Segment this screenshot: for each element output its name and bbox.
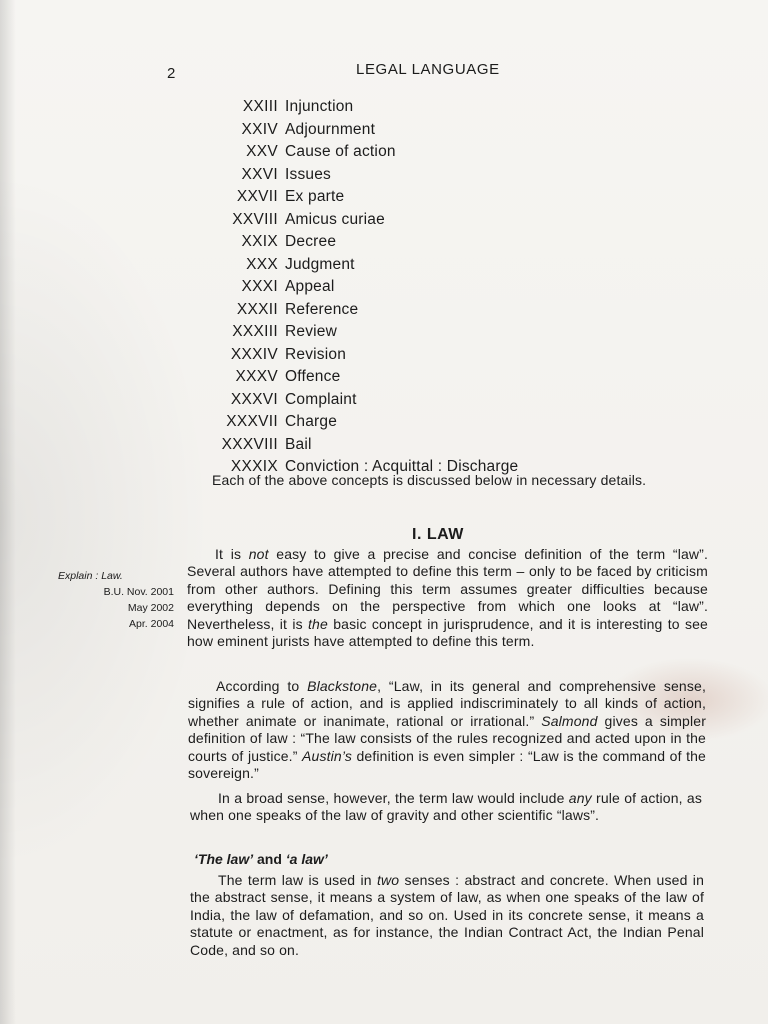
contents-number: XXXIX <box>230 458 278 475</box>
contents-number: XXX <box>246 255 278 273</box>
contents-number: XXVIII <box>232 210 278 228</box>
contents-row <box>220 346 620 369</box>
contents-row <box>220 436 620 459</box>
contents-term: Issues <box>285 165 331 183</box>
paragraph-definition <box>187 546 708 650</box>
paragraph-two-senses <box>190 872 704 959</box>
contents-row <box>220 188 620 211</box>
subheading-part: ‘a law’ <box>285 851 328 867</box>
contents-term: Cause of action <box>285 143 396 160</box>
text-run: Blackstone <box>307 678 378 694</box>
subheading-the-law-a-law <box>194 851 328 867</box>
contents-row <box>220 301 620 324</box>
text-run: two <box>377 872 400 888</box>
contents-number: XXXVII <box>226 413 278 430</box>
contents-row <box>220 211 620 234</box>
text-run: According to <box>216 678 308 694</box>
contents-term: Injunction <box>285 98 354 115</box>
text-run: rule of action, as when one speaks of the law of gravity and other scientific “laws”. <box>190 790 702 824</box>
contents-number: XXXII <box>236 300 278 318</box>
margin-note: B.U. Nov. 2001 <box>103 586 174 598</box>
contents-term: Review <box>285 323 338 340</box>
text-run: Austin’s <box>302 747 352 764</box>
margin-note: May 2002 <box>127 602 174 614</box>
page-shadow <box>0 0 16 1024</box>
subheading-part: ‘The law’ <box>194 851 254 867</box>
contents-term: Complaint <box>285 390 357 408</box>
text-run: definition is even simpler : “Law is the command of the sovereign.” <box>188 747 706 782</box>
contents-term: Amicus curiae <box>285 210 385 228</box>
contents-row <box>220 98 620 121</box>
margin-notes <box>56 568 174 632</box>
contents-number: XXXVI <box>230 390 278 408</box>
contents-row <box>220 278 620 301</box>
contents-term: Ex parte <box>285 188 345 205</box>
text-run: not <box>248 546 269 562</box>
text-run: senses : abstract and concrete. When used in the abstract sense, it means a system of law, as when one speaks of the law of India, the law of defamation, and so on. Used in its concrete sense, it means a statute or enactment, as for instance, the Indian Contract Act, the Indian Penal Code, and so on. <box>190 872 705 958</box>
text-run: The term law is used in <box>218 872 377 888</box>
contents-number: XXXIV <box>230 345 278 363</box>
running-title: LEGAL LANGUAGE <box>356 61 500 78</box>
text-run: gives a simpler definition of law : “The law consists of the rules recognized and acted upon in the courts of justice.” <box>188 712 707 764</box>
contents-number: XXVI <box>241 165 278 183</box>
page-number: 2 <box>167 65 176 82</box>
contents-row <box>220 323 620 346</box>
contents-term: Offence <box>285 368 341 385</box>
contents-number: XXIII <box>242 98 278 115</box>
contents-list <box>220 98 620 481</box>
contents-term: Charge <box>285 413 338 430</box>
contents-row <box>220 391 620 414</box>
contents-row <box>220 121 620 144</box>
contents-number: XXXVIII <box>221 435 278 453</box>
contents-term: Bail <box>285 435 312 453</box>
margin-note: Explain : Law. <box>58 570 123 582</box>
contents-row <box>220 368 620 391</box>
contents-number: XXXI <box>241 278 278 295</box>
contents-term: Adjournment <box>285 120 376 138</box>
section-heading: I. LAW <box>412 526 464 543</box>
contents-row <box>220 143 620 166</box>
contents-number: XXV <box>246 143 278 160</box>
contents-term: Reference <box>285 300 359 318</box>
subheading-part: and <box>253 851 286 867</box>
contents-row <box>220 256 620 279</box>
contents-term: Conviction : Acquittal : Discharge <box>285 458 519 475</box>
margin-note: Apr. 2004 <box>129 618 174 630</box>
contents-term: Judgment <box>285 255 355 273</box>
text-run: easy to give a precise and concise definition of the term “law”. Several authors have attempted to define this term – only to be faced by criticism from other authors. Defining this term assumes greater difficulties because everything depends on the perspective from which one looks at “law”. Nevertheless, it is <box>187 546 708 632</box>
text-run: the <box>308 615 328 632</box>
text-run: any <box>568 790 592 806</box>
contents-number: XXVII <box>236 188 278 205</box>
contents-row <box>220 166 620 189</box>
contents-term: Appeal <box>285 278 335 295</box>
contents-number: XXIX <box>241 233 278 250</box>
contents-number: XXIV <box>241 120 278 138</box>
contents-term: Decree <box>285 233 337 250</box>
contents-number: XXXV <box>235 368 278 385</box>
text-run: basic concept in jurisprudence, and it is interesting to see how eminent jurists have attempted to define this term. <box>187 615 708 650</box>
paragraph-blackstone <box>188 678 706 782</box>
contents-row <box>220 233 620 256</box>
text-run: It is <box>215 546 249 562</box>
text-run: , “Law, in its general and comprehensive sense, signifies a rule of action, and is applied indiscriminately to all kinds of action, whether animate or inanimate, rational or irrational.” <box>188 678 706 729</box>
text-run: In a broad sense, however, the term law would include <box>218 790 569 806</box>
contents-number: XXXIII <box>232 323 278 340</box>
text-run: Salmond <box>541 712 598 729</box>
intro-paragraph: Each of the above concepts is discussed below in necessary details. <box>212 472 647 488</box>
contents-term: Revision <box>285 345 347 363</box>
paragraph-broad-sense <box>190 790 702 825</box>
contents-row <box>220 413 620 436</box>
